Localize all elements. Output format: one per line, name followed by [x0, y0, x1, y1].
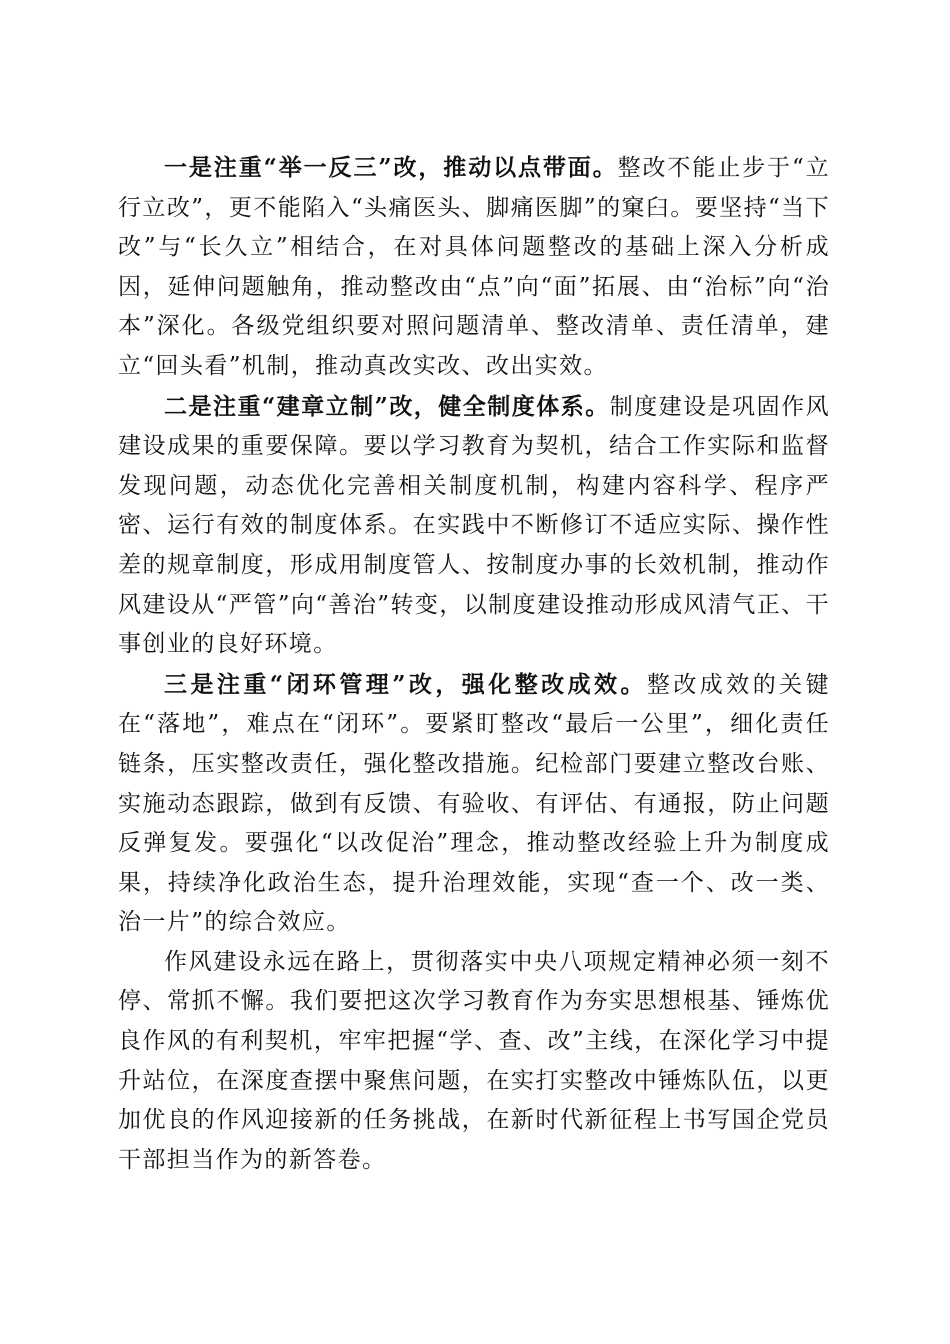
paragraph-4-text: 作风建设永远在路上，贯彻落实中央八项规定精神必须一刻不停、常抓不懈。我们要把这次学习教育作为夯实思想根基、锤炼优良作风的有利契机，牢牢把握“学、查、改”主线，在深化学习中提升站位，在深度查摆中聚焦问题，在实打实整改中锤炼队伍，以更加优良的作风迎接新的任务挑战，在新时代新征程上书写国企党员干部担当作为的新答卷。 — [118, 948, 830, 1173]
paragraph-3 — [118, 665, 830, 943]
paragraph-2 — [118, 387, 830, 665]
document-body — [118, 148, 830, 1180]
paragraph-2-text: 制度建设是巩固作风建设成果的重要保障。要以学习教育为契机，结合工作实际和监督发现问题，动态优化完善相关制度机制，构建内容科学、程序严密、运行有效的制度体系。在实践中不断修订不适应实际、操作性差的规章制度，形成用制度管人、按制度办事的长效机制，推动作风建设从“严管”向“善治”转变，以制度建设推动形成风清气正、干事创业的良好环境。 — [118, 393, 830, 658]
paragraph-3-lead: 三是注重“闭环管理”改，强化整改成效。 — [164, 670, 647, 698]
paragraph-2-lead: 二是注重“建章立制”改，健全制度体系。 — [164, 392, 610, 420]
paragraph-1-lead: 一是注重“举一反三”改，推动以点带面。 — [164, 154, 618, 181]
paragraph-1-text: 整改不能止步于“立行立改”，更不能陷入“头痛医头、脚痛医脚”的窠臼。要坚持“当下改”与“长久立”相结合，在对具体问题整改的基础上深入分析成因，延伸问题触角，推动整改由“点”向“面”拓展、由“治标”向“治本”深化。各级党组织要对照问题清单、整改清单、责任清单，建立“回头看”机制，推动真改实改、改出实效。 — [118, 155, 831, 379]
paragraph-3-text: 整改成效的关键在“落地”，难点在“闭环”。要紧盯整改“最后一公里”，细化责任链条，压实整改责任，强化整改措施。纪检部门要建立整改台账、实施动态跟踪，做到有反馈、有验收、有评估、有通报，防止问题反弹复发。要强化“以改促治”理念，推动整改经验上升为制度成果，持续净化政治生态，提升治理效能，实现“查一个、改一类、治一片”的综合效应。 — [118, 671, 830, 936]
paragraph-1 — [118, 148, 830, 387]
paragraph-4 — [118, 943, 830, 1181]
